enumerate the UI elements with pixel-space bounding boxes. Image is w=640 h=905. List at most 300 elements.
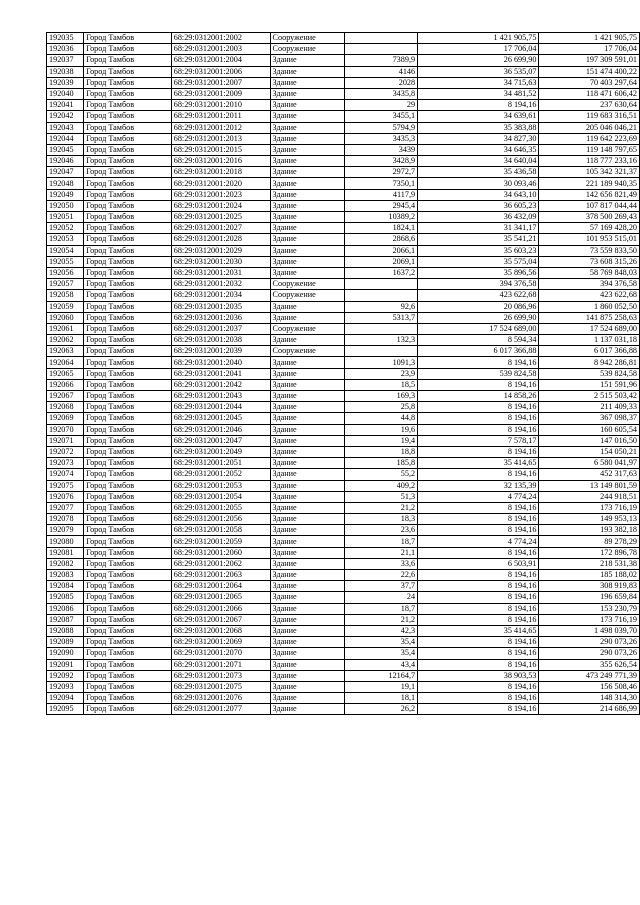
row-number-cell: 192037 [47,55,84,66]
cadastral-number-cell: 68:29:0312001:2069 [171,637,270,648]
object-type-cell: Здание [270,558,345,569]
table-row [47,536,640,547]
table-row [47,648,640,659]
specific-value-cell: 8 194,16 [418,659,539,670]
area-cell: 3435,3 [345,133,418,144]
specific-value-cell: 8 194,16 [418,502,539,513]
area-cell: 2868,6 [345,234,418,245]
row-number-cell: 192044 [47,133,84,144]
cadastral-value-cell: 290 073,26 [539,637,640,648]
specific-value-cell: 30 093,46 [418,178,539,189]
row-number-cell: 192083 [47,570,84,581]
area-cell: 3435,8 [345,88,418,99]
specific-value-cell: 34 643,10 [418,189,539,200]
row-number-cell: 192084 [47,581,84,592]
cadastral-value-cell: 73 608 315,26 [539,256,640,267]
specific-value-cell: 8 194,16 [418,525,539,536]
table-row [47,346,640,357]
area-cell: 132,3 [345,335,418,346]
cadastral-number-cell: 68:29:0312001:2024 [171,200,270,211]
specific-value-cell: 35 603,23 [418,245,539,256]
specific-value-cell: 8 194,16 [418,637,539,648]
row-number-cell: 192075 [47,480,84,491]
municipality-cell: Город Тамбов [84,435,172,446]
municipality-cell: Город Тамбов [84,402,172,413]
area-cell: 42,3 [345,625,418,636]
cadastral-number-cell: 68:29:0312001:2047 [171,435,270,446]
cadastral-number-cell: 68:29:0312001:2027 [171,223,270,234]
cadastral-number-cell: 68:29:0312001:2012 [171,122,270,133]
cadastral-number-cell: 68:29:0312001:2025 [171,212,270,223]
cadastral-number-cell: 68:29:0312001:2041 [171,368,270,379]
municipality-cell: Город Тамбов [84,167,172,178]
cadastral-number-cell: 68:29:0312001:2016 [171,156,270,167]
object-type-cell: Здание [270,368,345,379]
cadastral-number-cell: 68:29:0312001:2046 [171,424,270,435]
area-cell: 18,8 [345,446,418,457]
cadastral-value-cell: 367 098,37 [539,413,640,424]
cadastral-value-cell: 118 471 606,42 [539,88,640,99]
cadastral-value-cell: 17 524 689,00 [539,323,640,334]
row-number-cell: 192042 [47,111,84,122]
specific-value-cell: 1 421 905,75 [418,33,539,44]
municipality-cell: Город Тамбов [84,704,172,715]
object-type-cell: Здание [270,144,345,155]
object-type-cell: Здание [270,592,345,603]
specific-value-cell: 34 715,63 [418,77,539,88]
cadastral-value-cell: 154 050,21 [539,446,640,457]
area-cell: 3455,1 [345,111,418,122]
area-cell: 1824,1 [345,223,418,234]
object-type-cell: Сооружение [270,279,345,290]
specific-value-cell: 4 774,24 [418,536,539,547]
cadastral-number-cell: 68:29:0312001:2077 [171,704,270,715]
object-type-cell: Здание [270,469,345,480]
row-number-cell: 192045 [47,144,84,155]
row-number-cell: 192087 [47,614,84,625]
cadastral-value-cell: 141 875 258,63 [539,312,640,323]
cadastral-value-cell: 101 953 515,01 [539,234,640,245]
row-number-cell: 192058 [47,290,84,301]
specific-value-cell: 17 524 689,00 [418,323,539,334]
area-cell: 2028 [345,77,418,88]
row-number-cell: 192046 [47,156,84,167]
municipality-cell: Город Тамбов [84,391,172,402]
table-row [47,704,640,715]
cadastral-number-cell: 68:29:0312001:2037 [171,323,270,334]
cadastral-number-cell: 68:29:0312001:2075 [171,681,270,692]
municipality-cell: Город Тамбов [84,323,172,334]
table-row [47,290,640,301]
object-type-cell: Здание [270,66,345,77]
municipality-cell: Город Тамбов [84,200,172,211]
specific-value-cell: 35 414,65 [418,458,539,469]
area-cell: 25,8 [345,402,418,413]
cadastral-number-cell: 68:29:0312001:2011 [171,111,270,122]
municipality-cell: Город Тамбов [84,77,172,88]
cadastral-value-cell: 244 918,51 [539,491,640,502]
table-row [47,502,640,513]
object-type-cell: Здание [270,670,345,681]
row-number-cell: 192047 [47,167,84,178]
specific-value-cell: 20 086,96 [418,301,539,312]
area-cell: 169,3 [345,391,418,402]
row-number-cell: 192070 [47,424,84,435]
municipality-cell: Город Тамбов [84,502,172,513]
object-type-cell: Здание [270,525,345,536]
area-cell [345,323,418,334]
table-row [47,413,640,424]
area-cell: 2066,1 [345,245,418,256]
municipality-cell: Город Тамбов [84,693,172,704]
row-number-cell: 192069 [47,413,84,424]
municipality-cell: Город Тамбов [84,558,172,569]
object-type-cell: Здание [270,245,345,256]
table-row [47,301,640,312]
area-cell: 2972,7 [345,167,418,178]
specific-value-cell: 34 481,52 [418,88,539,99]
area-cell: 18,7 [345,603,418,614]
object-type-cell: Здание [270,111,345,122]
table-body [47,33,640,715]
cadastral-number-cell: 68:29:0312001:2028 [171,234,270,245]
row-number-cell: 192059 [47,301,84,312]
cadastral-value-table [46,32,640,715]
table-row [47,44,640,55]
specific-value-cell: 8 194,16 [418,570,539,581]
cadastral-value-cell: 147 016,50 [539,435,640,446]
cadastral-value-cell: 1 860 052,50 [539,301,640,312]
cadastral-value-cell: 218 531,38 [539,558,640,569]
area-cell: 55,2 [345,469,418,480]
municipality-cell: Город Тамбов [84,33,172,44]
specific-value-cell: 8 194,16 [418,413,539,424]
table-row [47,525,640,536]
cadastral-value-cell: 211 409,33 [539,402,640,413]
object-type-cell: Здание [270,704,345,715]
cadastral-number-cell: 68:29:0312001:2059 [171,536,270,547]
municipality-cell: Город Тамбов [84,66,172,77]
object-type-cell: Здание [270,637,345,648]
cadastral-number-cell: 68:29:0312001:2043 [171,391,270,402]
area-cell: 1091,3 [345,357,418,368]
municipality-cell: Город Тамбов [84,122,172,133]
specific-value-cell: 8 194,16 [418,469,539,480]
table-row [47,681,640,692]
municipality-cell: Город Тамбов [84,178,172,189]
municipality-cell: Город Тамбов [84,212,172,223]
table-row [47,267,640,278]
row-number-cell: 192082 [47,558,84,569]
table-row [47,312,640,323]
row-number-cell: 192080 [47,536,84,547]
table-row [47,547,640,558]
row-number-cell: 192054 [47,245,84,256]
object-type-cell: Здание [270,536,345,547]
cadastral-value-cell: 149 953,13 [539,514,640,525]
municipality-cell: Город Тамбов [84,491,172,502]
cadastral-value-cell: 173 716,19 [539,502,640,513]
table-row [47,156,640,167]
cadastral-number-cell: 68:29:0312001:2076 [171,693,270,704]
cadastral-number-cell: 68:29:0312001:2036 [171,312,270,323]
municipality-cell: Город Тамбов [84,357,172,368]
row-number-cell: 192062 [47,335,84,346]
row-number-cell: 192051 [47,212,84,223]
cadastral-number-cell: 68:29:0312001:2010 [171,100,270,111]
object-type-cell: Здание [270,167,345,178]
table-row [47,368,640,379]
cadastral-value-cell: 221 189 940,35 [539,178,640,189]
specific-value-cell: 8 194,16 [418,357,539,368]
specific-value-cell: 35 414,65 [418,625,539,636]
area-cell: 5794,9 [345,122,418,133]
table-row [47,391,640,402]
object-type-cell: Здание [270,234,345,245]
cadastral-value-cell: 185 188,02 [539,570,640,581]
table-row [47,279,640,290]
area-cell: 18,7 [345,536,418,547]
area-cell: 23,9 [345,368,418,379]
municipality-cell: Город Тамбов [84,133,172,144]
row-number-cell: 192092 [47,670,84,681]
area-cell: 19,1 [345,681,418,692]
cadastral-value-cell: 452 317,63 [539,469,640,480]
municipality-cell: Город Тамбов [84,88,172,99]
municipality-cell: Город Тамбов [84,223,172,234]
row-number-cell: 192077 [47,502,84,513]
area-cell: 29 [345,100,418,111]
cadastral-value-cell: 197 309 591,01 [539,55,640,66]
area-cell: 1637,2 [345,267,418,278]
cadastral-value-cell: 57 169 428,20 [539,223,640,234]
object-type-cell: Здание [270,603,345,614]
cadastral-number-cell: 68:29:0312001:2056 [171,514,270,525]
row-number-cell: 192036 [47,44,84,55]
cadastral-value-cell: 237 630,64 [539,100,640,111]
cadastral-value-cell: 1 421 905,75 [539,33,640,44]
specific-value-cell: 34 827,30 [418,133,539,144]
row-number-cell: 192088 [47,625,84,636]
municipality-cell: Город Тамбов [84,245,172,256]
row-number-cell: 192076 [47,491,84,502]
cadastral-value-cell: 214 686,99 [539,704,640,715]
cadastral-number-cell: 68:29:0312001:2049 [171,446,270,457]
row-number-cell: 192093 [47,681,84,692]
specific-value-cell: 35 896,56 [418,267,539,278]
table-row [47,357,640,368]
object-type-cell: Здание [270,122,345,133]
specific-value-cell: 38 903,53 [418,670,539,681]
row-number-cell: 192053 [47,234,84,245]
specific-value-cell: 8 194,16 [418,446,539,457]
object-type-cell: Здание [270,200,345,211]
row-number-cell: 192067 [47,391,84,402]
municipality-cell: Город Тамбов [84,648,172,659]
cadastral-number-cell: 68:29:0312001:2018 [171,167,270,178]
cadastral-number-cell: 68:29:0312001:2023 [171,189,270,200]
area-cell: 12164,7 [345,670,418,681]
row-number-cell: 192055 [47,256,84,267]
cadastral-value-cell: 13 149 801,59 [539,480,640,491]
object-type-cell: Сооружение [270,346,345,357]
specific-value-cell: 8 194,16 [418,681,539,692]
table-row [47,558,640,569]
specific-value-cell: 26 699,90 [418,55,539,66]
specific-value-cell: 35 575,04 [418,256,539,267]
specific-value-cell: 8 194,16 [418,603,539,614]
specific-value-cell: 34 646,35 [418,144,539,155]
municipality-cell: Город Тамбов [84,368,172,379]
table-row [47,88,640,99]
table-row [47,77,640,88]
municipality-cell: Город Тамбов [84,670,172,681]
cadastral-number-cell: 68:29:0312001:2063 [171,570,270,581]
cadastral-number-cell: 68:29:0312001:2031 [171,267,270,278]
cadastral-value-cell: 73 559 833,50 [539,245,640,256]
cadastral-value-cell: 1 498 039,70 [539,625,640,636]
municipality-cell: Город Тамбов [84,581,172,592]
object-type-cell: Сооружение [270,44,345,55]
cadastral-number-cell: 68:29:0312001:2040 [171,357,270,368]
municipality-cell: Город Тамбов [84,379,172,390]
cadastral-value-cell: 378 500 269,43 [539,212,640,223]
object-type-cell: Здание [270,402,345,413]
object-type-cell: Здание [270,570,345,581]
table-row [47,133,640,144]
cadastral-number-cell: 68:29:0312001:2068 [171,625,270,636]
object-type-cell: Здание [270,189,345,200]
cadastral-number-cell: 68:29:0312001:2055 [171,502,270,513]
row-number-cell: 192041 [47,100,84,111]
cadastral-number-cell: 68:29:0312001:2029 [171,245,270,256]
cadastral-number-cell: 68:29:0312001:2007 [171,77,270,88]
object-type-cell: Здание [270,480,345,491]
object-type-cell: Здание [270,335,345,346]
specific-value-cell: 36 605,23 [418,200,539,211]
cadastral-value-cell: 119 683 316,51 [539,111,640,122]
municipality-cell: Город Тамбов [84,592,172,603]
object-type-cell: Сооружение [270,290,345,301]
cadastral-number-cell: 68:29:0312001:2053 [171,480,270,491]
row-number-cell: 192057 [47,279,84,290]
municipality-cell: Город Тамбов [84,335,172,346]
area-cell: 92,6 [345,301,418,312]
area-cell: 21,1 [345,547,418,558]
specific-value-cell: 8 194,16 [418,402,539,413]
object-type-cell: Здание [270,256,345,267]
cadastral-number-cell: 68:29:0312001:2015 [171,144,270,155]
table-row [47,55,640,66]
object-type-cell: Здание [270,267,345,278]
area-cell: 35,4 [345,648,418,659]
municipality-cell: Город Тамбов [84,413,172,424]
row-number-cell: 192091 [47,659,84,670]
cadastral-number-cell: 68:29:0312001:2004 [171,55,270,66]
row-number-cell: 192035 [47,33,84,44]
municipality-cell: Город Тамбов [84,625,172,636]
table-row [47,189,640,200]
specific-value-cell: 8 194,16 [418,614,539,625]
area-cell: 7389,9 [345,55,418,66]
cadastral-number-cell: 68:29:0312001:2003 [171,44,270,55]
municipality-cell: Город Тамбов [84,446,172,457]
row-number-cell: 192052 [47,223,84,234]
specific-value-cell: 35 436,58 [418,167,539,178]
area-cell: 3428,9 [345,156,418,167]
table-row [47,379,640,390]
cadastral-value-cell: 105 342 321,37 [539,167,640,178]
municipality-cell: Город Тамбов [84,424,172,435]
table-row [47,245,640,256]
row-number-cell: 192063 [47,346,84,357]
table-row [47,100,640,111]
cadastral-number-cell: 68:29:0312001:2009 [171,88,270,99]
cadastral-value-cell: 160 605,54 [539,424,640,435]
object-type-cell: Здание [270,514,345,525]
specific-value-cell: 423 622,68 [418,290,539,301]
object-type-cell: Здание [270,581,345,592]
table-row [47,234,640,245]
table-row [47,178,640,189]
cadastral-value-cell: 148 314,30 [539,693,640,704]
cadastral-value-cell: 151 474 400,22 [539,66,640,77]
cadastral-value-cell: 205 046 046,21 [539,122,640,133]
cadastral-number-cell: 68:29:0312001:2071 [171,659,270,670]
cadastral-number-cell: 68:29:0312001:2002 [171,33,270,44]
table-row [47,66,640,77]
object-type-cell: Здание [270,435,345,446]
table-row [47,256,640,267]
area-cell: 18,5 [345,379,418,390]
table-row [47,659,640,670]
area-cell: 26,2 [345,704,418,715]
object-type-cell: Здание [270,625,345,636]
table-row [47,212,640,223]
table-row [47,625,640,636]
cadastral-value-cell: 1 137 031,18 [539,335,640,346]
table-row [47,323,640,334]
row-number-cell: 192074 [47,469,84,480]
table-row [47,122,640,133]
specific-value-cell: 31 341,17 [418,223,539,234]
specific-value-cell: 35 541,21 [418,234,539,245]
table-row [47,223,640,234]
specific-value-cell: 14 858,26 [418,391,539,402]
area-cell [345,44,418,55]
municipality-cell: Город Тамбов [84,346,172,357]
object-type-cell: Здание [270,212,345,223]
municipality-cell: Город Тамбов [84,301,172,312]
cadastral-value-cell: 153 230,79 [539,603,640,614]
cadastral-number-cell: 68:29:0312001:2013 [171,133,270,144]
area-cell [345,33,418,44]
object-type-cell: Здание [270,424,345,435]
object-type-cell: Здание [270,77,345,88]
object-type-cell: Сооружение [270,33,345,44]
municipality-cell: Город Тамбов [84,547,172,558]
cadastral-value-cell: 423 622,68 [539,290,640,301]
row-number-cell: 192072 [47,446,84,457]
cadastral-number-cell: 68:29:0312001:2034 [171,290,270,301]
specific-value-cell: 8 194,16 [418,693,539,704]
specific-value-cell: 36 535,07 [418,66,539,77]
specific-value-cell: 6 017 366,88 [418,346,539,357]
cadastral-number-cell: 68:29:0312001:2032 [171,279,270,290]
municipality-cell: Город Тамбов [84,189,172,200]
row-number-cell: 192094 [47,693,84,704]
object-type-cell: Здание [270,648,345,659]
